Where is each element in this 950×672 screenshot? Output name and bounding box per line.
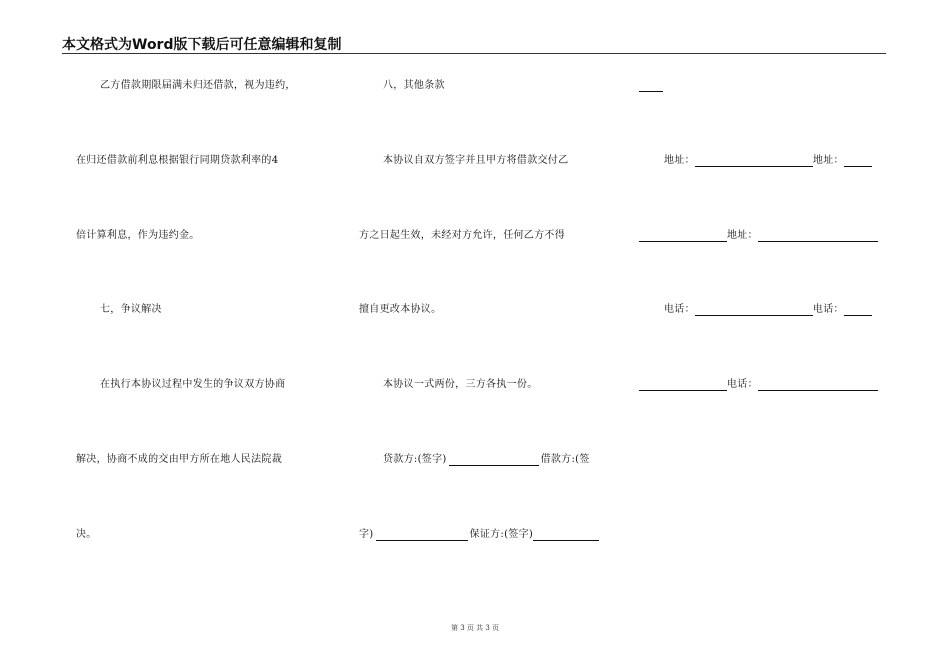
clause-text: 在执行本协议过程中发生的争议双方协商 <box>100 379 286 390</box>
clause-text: 解决，协商不成的交由甲方所在地人民法院裁 <box>76 454 282 465</box>
clause-text: 乙方借款期限届满未归还借款，视为违约， <box>100 80 296 91</box>
page-header-title: 本文格式为Word版下载后可任意编辑和复制 <box>62 37 342 53</box>
phone-label: 电话： <box>727 379 758 390</box>
header-divider <box>62 53 886 54</box>
lender-label: 贷款方:(签字) <box>383 454 447 465</box>
phone-label: 电话： <box>812 304 844 315</box>
blank-field <box>844 305 872 316</box>
carryover-blank <box>639 80 663 92</box>
signature-blank <box>376 530 468 541</box>
phone-row <box>639 379 878 391</box>
address-row <box>639 230 878 242</box>
signature-line-lender <box>383 454 590 466</box>
blank-field <box>695 156 813 167</box>
blank-field <box>639 380 727 391</box>
clause-text: 倍计算利息，作为违约金。 <box>76 230 200 241</box>
clause-text: 方之日起生效，未经对方允许，任何乙方不得 <box>359 230 565 241</box>
signature-blank <box>449 455 539 466</box>
section-heading: 八，其他条款 <box>383 80 445 91</box>
page-number: 第 3 页 共 3 页 <box>450 624 500 632</box>
address-row <box>664 155 872 167</box>
clause-text: 在归还借款前利息根据银行同期贷款利率的4 <box>76 155 279 166</box>
clause-text: 擅自更改本协议。 <box>359 304 442 315</box>
phone-row <box>664 304 872 316</box>
guarantor-label: 保证方:(签字) <box>469 529 534 540</box>
blank-field <box>639 81 663 92</box>
clause-text: 本协议自双方签字并且甲方将借款交付乙 <box>383 155 569 166</box>
blank-field <box>758 380 878 391</box>
blank-field <box>758 231 878 242</box>
borrower-label: 借款方:(签 <box>540 454 590 465</box>
blank-field <box>639 231 727 242</box>
signature-blank <box>533 530 599 541</box>
address-label: 地址： <box>727 230 758 241</box>
address-label: 地址： <box>664 155 695 166</box>
signature-label-end: 字) <box>359 529 374 540</box>
phone-label: 电话： <box>664 304 695 315</box>
address-label: 地址： <box>812 155 844 166</box>
signature-line-guarantor <box>359 529 599 541</box>
blank-field <box>844 156 872 167</box>
clause-text: 决。 <box>76 529 97 540</box>
section-heading: 七，争议解决 <box>100 304 162 315</box>
blank-field <box>695 305 813 316</box>
clause-text: 本协议一式两份，三方各执一份。 <box>383 379 538 390</box>
